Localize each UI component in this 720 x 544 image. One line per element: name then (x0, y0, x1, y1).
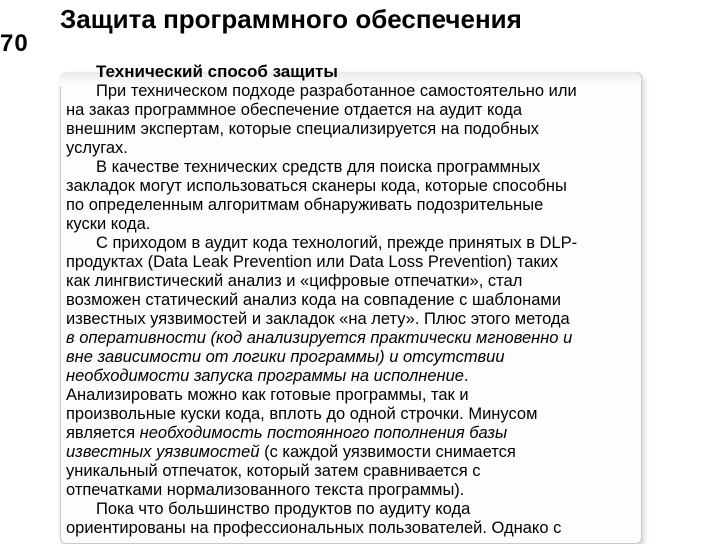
text-line: как лингвистический анализ и «цифровые отпечатки», стал (66, 272, 523, 290)
italic-text: необходимость постоянного пополнения базы (139, 424, 508, 442)
text-line: услугах. (66, 139, 128, 157)
text-line (66, 443, 622, 462)
text-line (66, 329, 622, 348)
text-line (66, 348, 622, 367)
italic-text: вне зависимости от логики программы) и отсутствии (66, 348, 505, 366)
text-line: закладок могут использоваться сканеры кода, которые способны (66, 177, 567, 195)
text-line: При техническом подходе разработанное самостоятельно или (96, 82, 577, 100)
slide-number: 70 (0, 30, 29, 57)
section-heading: Технический способ защиты (96, 62, 338, 81)
italic-text: необходимости запуска программы на исполнение (66, 367, 464, 385)
text-fragment: (с каждой уязвимости снимается (259, 443, 516, 461)
text-line: на заказ программное обеспечение отдается на аудит кода (66, 101, 522, 119)
text-line (66, 367, 622, 386)
text-line: ориентированы на профессиональных пользователей. Однако с (66, 519, 562, 537)
text-line: В качестве технических средств для поиска программных (96, 158, 541, 176)
text-line: известных уязвимостей и закладок «на лету». Плюс этого метода (66, 310, 570, 328)
slide-title: Защита программного обеспечения (60, 4, 522, 34)
text-line: куски кода. (66, 215, 151, 233)
text-line: произвольные куски кода, вплоть до одной строчки. Минусом (66, 405, 538, 423)
text-line: Пока что большинство продуктов по аудиту кода (96, 500, 471, 518)
text-line: Анализировать можно как готовые программы, так и (66, 386, 469, 404)
text-line: продуктах (Data Leak Prevention или Data Loss Prevention) таких (66, 253, 559, 271)
italic-text: известных уязвимостей (66, 443, 260, 461)
text-line: по определенным алгоритмам обнаруживать подозрительные (66, 196, 544, 214)
text-line: уникальный отпечаток, который затем сравнивается с (66, 462, 481, 480)
text-line: возможен статический анализ кода на совпадение с шаблонами (66, 291, 561, 309)
text-line: внешним экспертам, которые специализируется на подобных (66, 120, 539, 138)
text-line: отпечатками нормализованного текста программы). (66, 481, 465, 499)
text-line (66, 424, 622, 443)
text-fragment: . (463, 367, 469, 385)
text-line: С приходом в аудит кода технологий, прежде принятых в DLP- (96, 234, 578, 252)
italic-text: в оперативности (код анализируется практически мгновенно и (66, 329, 573, 347)
text-fragment: является (66, 424, 140, 442)
body-text (66, 82, 622, 538)
